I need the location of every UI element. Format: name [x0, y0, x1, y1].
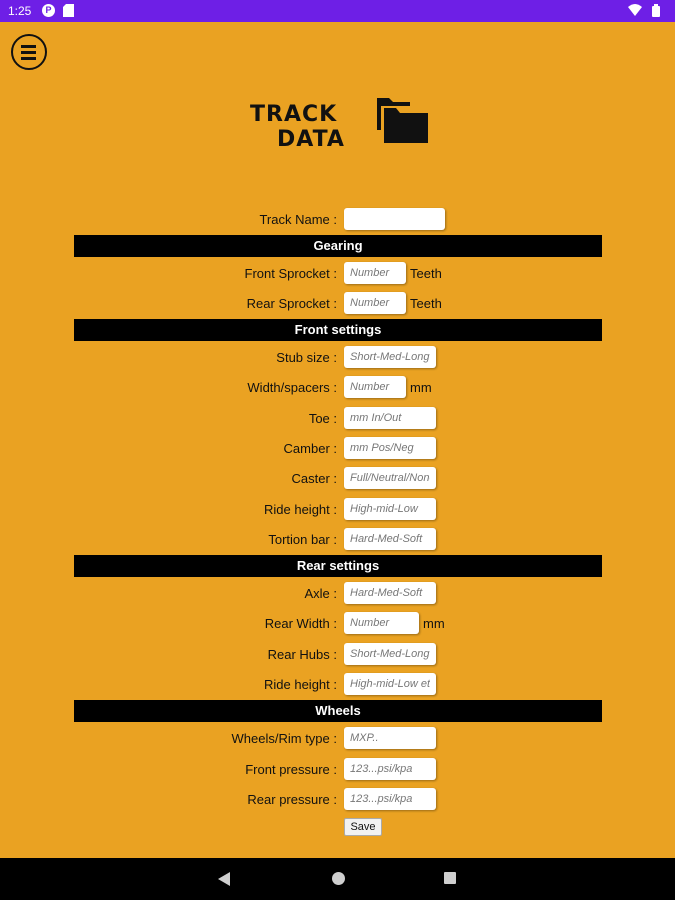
front-sprocket-label: Front Sprocket : [244, 266, 337, 281]
axle-row [0, 582, 675, 606]
home-icon[interactable] [332, 872, 345, 885]
stub-size-label: Stub size : [276, 350, 337, 365]
status-time: 1:25 [8, 4, 32, 18]
rear-hubs-label: Rear Hubs : [267, 647, 337, 662]
rear-width-unit: mm [423, 616, 445, 631]
caster-row [0, 467, 675, 491]
tortion-bar-label: Tortion bar : [268, 532, 337, 547]
track-name-label: Track Name : [259, 212, 337, 227]
rear-width-row [0, 612, 675, 636]
menu-line [21, 57, 36, 60]
rear-ride-height-label: Ride height : [264, 677, 337, 692]
rear-sprocket-label: Rear Sprocket : [246, 296, 337, 311]
stub-size-input[interactable] [344, 346, 436, 368]
rim-type-input[interactable] [344, 727, 436, 749]
save-button[interactable]: Save [344, 818, 382, 836]
rear-hubs-row [0, 643, 675, 667]
front-ride-height-input[interactable] [344, 498, 436, 520]
app-notification-icon: P [42, 4, 55, 17]
toe-label: Toe : [308, 411, 337, 426]
camber-label: Camber : [283, 441, 337, 456]
tortion-bar-row [0, 528, 675, 552]
back-icon[interactable] [218, 872, 231, 886]
rear-sprocket-row [0, 292, 675, 316]
front-ride-height-row [0, 498, 675, 522]
menu-line [21, 51, 36, 54]
section-rear-settings: Rear settings [74, 555, 602, 577]
rim-type-label: Wheels/Rim type : [231, 731, 337, 746]
status-bar [0, 0, 675, 22]
track-name-row [0, 208, 675, 232]
rear-sprocket-input[interactable] [344, 292, 406, 314]
front-sprocket-input[interactable] [344, 262, 406, 284]
toe-input[interactable] [344, 407, 436, 429]
navigation-bar [0, 858, 675, 900]
hamburger-menu-icon[interactable] [11, 34, 47, 70]
rear-pressure-label: Rear pressure : [247, 792, 337, 807]
wifi-icon [628, 4, 641, 17]
logo-line-2: DATA [277, 127, 345, 152]
menu-line [21, 45, 36, 48]
front-pressure-row [0, 758, 675, 782]
rim-type-row [0, 727, 675, 751]
rear-ride-height-row [0, 673, 675, 697]
camber-input[interactable] [344, 437, 436, 459]
rear-width-label: Rear Width : [264, 616, 337, 631]
folder-icon [376, 96, 430, 144]
rear-sprocket-unit: Teeth [410, 296, 442, 311]
section-wheels: Wheels [74, 700, 602, 722]
battery-icon [652, 4, 665, 17]
rear-pressure-input[interactable] [344, 788, 436, 810]
caster-input[interactable] [344, 467, 436, 489]
rear-width-input[interactable] [344, 612, 419, 634]
front-sprocket-row [0, 262, 675, 286]
front-ride-height-label: Ride height : [264, 502, 337, 517]
width-spacers-row [0, 376, 675, 400]
rear-hubs-input[interactable] [344, 643, 436, 665]
width-spacers-unit: mm [410, 380, 432, 395]
recents-icon[interactable] [444, 872, 456, 884]
app-logo [250, 102, 360, 152]
toe-row [0, 407, 675, 431]
tortion-bar-input[interactable] [344, 528, 436, 550]
stub-size-row [0, 346, 675, 370]
front-pressure-input[interactable] [344, 758, 436, 780]
front-sprocket-unit: Teeth [410, 266, 442, 281]
rear-ride-height-input[interactable] [344, 673, 436, 695]
section-front-settings: Front settings [74, 319, 602, 341]
logo-line-1: TRACK [250, 102, 338, 127]
width-spacers-label: Width/spacers : [247, 380, 337, 395]
rear-pressure-row [0, 788, 675, 812]
axle-label: Axle : [304, 586, 337, 601]
sd-card-icon [63, 4, 76, 17]
track-name-input[interactable] [344, 208, 445, 230]
axle-input[interactable] [344, 582, 436, 604]
caster-label: Caster : [291, 471, 337, 486]
width-spacers-input[interactable] [344, 376, 406, 398]
front-pressure-label: Front pressure : [245, 762, 337, 777]
section-gearing: Gearing [74, 235, 602, 257]
camber-row [0, 437, 675, 461]
